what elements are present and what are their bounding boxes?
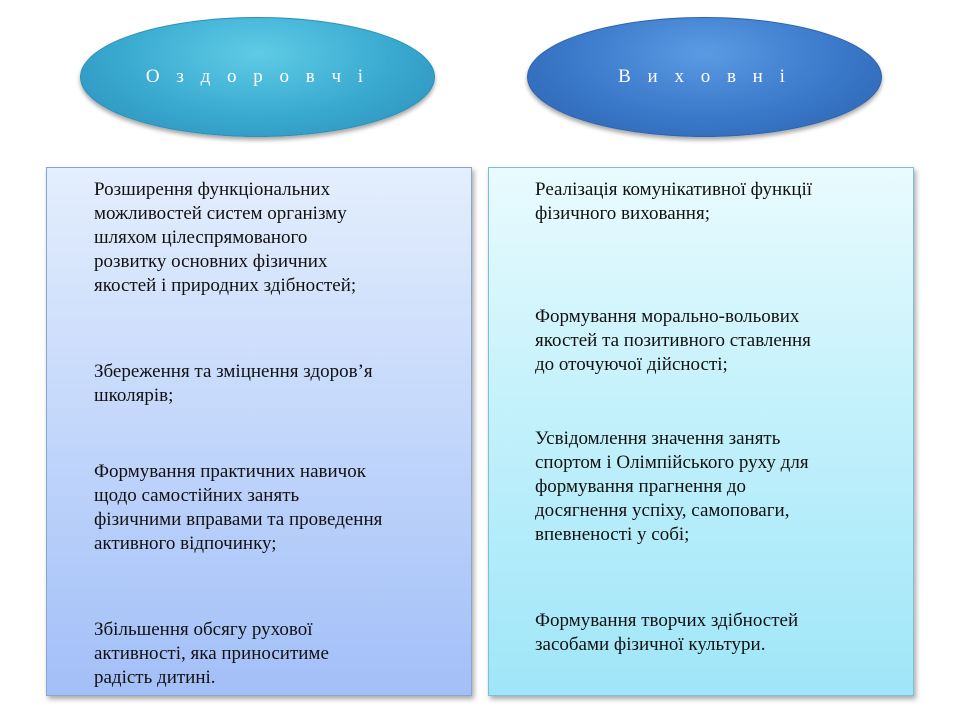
upbringing-category-label: В и х о в н і: [618, 66, 791, 87]
health-task-item: Збільшення обсягу рухової активності, яка приноситиме радість дитині.: [94, 619, 329, 688]
upbringing-category-ellipse: [527, 17, 882, 137]
upbringing-task-item: Усвідомлення значення занять спортом і Олімпійського руху для формування прагнення до досягнення успіху, самоповаги, впевненості у собі;: [535, 428, 809, 545]
upbringing-tasks-panel: [488, 167, 914, 696]
health-task-item: Збереження та зміцнення здоров’я школярів;: [94, 361, 373, 406]
upbringing-task-item: Реалізація комунікативної функції фізичного виховання;: [535, 179, 813, 224]
upbringing-task-item: Формування морально-вольових якостей та позитивного ставлення до оточуючої дійсності;: [535, 306, 811, 375]
health-task-item: Формування практичних навичок щодо самостійних занять фізичними вправами та проведення активного відпочинку;: [94, 461, 383, 554]
health-category-label: О з д о р о в ч і: [145, 66, 370, 87]
upbringing-task-item: Формування творчих здібностей засобами фізичної культури.: [535, 610, 799, 655]
health-tasks-panel: [46, 167, 472, 696]
health-category-ellipse: [80, 17, 435, 137]
health-task-item: Розширення функціональних можливостей систем організму шляхом цілеспрямованого розвитку основних фізичних якостей і природних здібностей;: [94, 179, 357, 296]
